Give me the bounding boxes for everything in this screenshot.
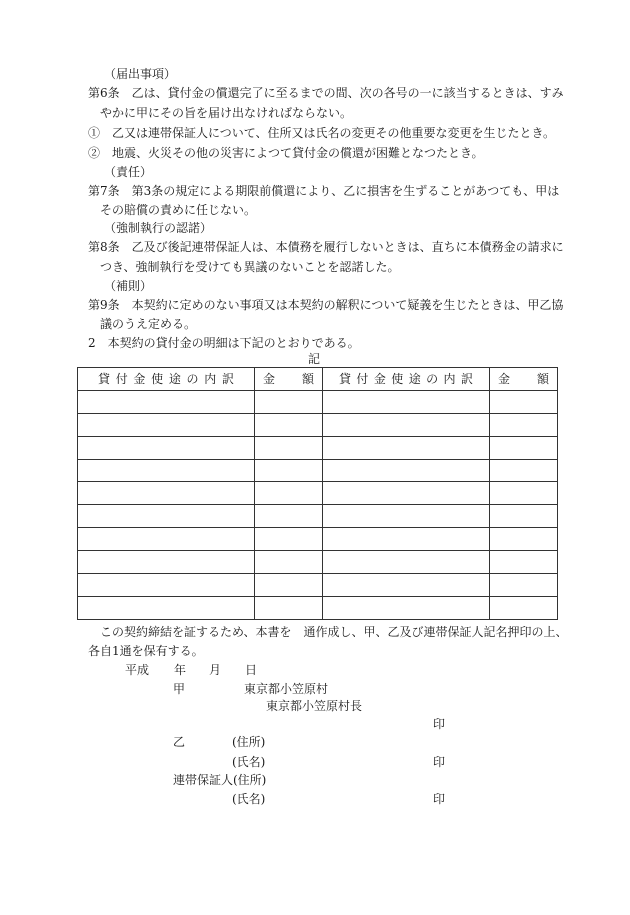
article9-heading: （補則） xyxy=(104,279,153,293)
date-month: 月 xyxy=(209,663,222,677)
usage-cell xyxy=(323,482,490,505)
table-row xyxy=(78,482,558,505)
table-row xyxy=(78,413,558,436)
usage-cell xyxy=(323,413,490,436)
usage-cell xyxy=(78,413,255,436)
amount-cell xyxy=(490,551,558,574)
article6-heading: （届出事項） xyxy=(104,67,177,81)
amount-cell xyxy=(490,413,558,436)
otsu-address-label: (住所) xyxy=(232,735,266,749)
amount-cell xyxy=(490,482,558,505)
amount-cell xyxy=(490,505,558,528)
usage-cell xyxy=(78,551,255,574)
usage-cell xyxy=(78,390,255,413)
table-row xyxy=(78,436,558,459)
amount-cell xyxy=(255,459,323,482)
party-kou-title: 東京都小笠原村長 xyxy=(266,699,363,713)
amount-cell xyxy=(255,436,323,459)
article6-line1: 第6条 乙は、貸付金の償還完了に至るまでの間、次の各号の一に該当するときは、すみ xyxy=(88,86,564,100)
article8-heading: （強制執行の認諾） xyxy=(104,221,213,235)
article6-item2: ② 地震、火災その他の災害によつて貸付金の償還が困難となつたとき。 xyxy=(88,146,484,160)
amount-cell xyxy=(490,390,558,413)
usage-cell xyxy=(323,436,490,459)
guarantor-seal-mark: 印 xyxy=(433,792,446,806)
table-row xyxy=(78,528,558,551)
usage-cell xyxy=(323,596,490,619)
guarantor-address-label: 連帯保証人(住所) xyxy=(173,773,267,787)
article7-heading: （責任） xyxy=(104,165,153,179)
article9-line2: 議のうえ定める。 xyxy=(100,317,197,331)
amount-cell xyxy=(255,482,323,505)
usage-cell xyxy=(78,528,255,551)
amount-cell xyxy=(490,459,558,482)
record-mark: 記 xyxy=(308,352,321,366)
header-amount-2: 金額 xyxy=(490,368,558,391)
table-body xyxy=(78,390,558,619)
usage-cell xyxy=(323,390,490,413)
header-amount-1: 金額 xyxy=(255,368,323,391)
table-row xyxy=(78,459,558,482)
amount-cell xyxy=(255,574,323,597)
date-day: 日 xyxy=(245,663,258,677)
article7-line2: その賠償の責めに任じない。 xyxy=(100,203,257,217)
usage-cell xyxy=(78,574,255,597)
kou-seal-mark: 印 xyxy=(433,717,446,731)
usage-cell xyxy=(323,574,490,597)
table-header-row xyxy=(78,368,558,391)
closing-line2: 各自1通を保有する。 xyxy=(88,644,204,658)
article8-line2: つき、強制執行を受けても異議のないことを認諾した。 xyxy=(100,260,400,274)
amount-cell xyxy=(490,436,558,459)
article9-para2: 2 本契約の貸付金の明細は下記のとおりである。 xyxy=(88,336,360,350)
party-otsu-label: 乙 xyxy=(173,735,186,749)
amount-cell xyxy=(255,528,323,551)
amount-cell xyxy=(490,574,558,597)
loan-detail-table xyxy=(77,367,558,620)
usage-cell xyxy=(78,482,255,505)
table-row xyxy=(78,596,558,619)
guarantor-name-label: (氏名) xyxy=(232,792,266,806)
closing-line1: この契約締結を証するため、本書を 通作成し、甲、乙及び連帯保証人記名押印の上、 xyxy=(100,625,568,639)
date-era: 平成 xyxy=(125,663,150,677)
usage-cell xyxy=(323,551,490,574)
table-row xyxy=(78,390,558,413)
amount-cell xyxy=(490,596,558,619)
article8-line1: 第8条 乙及び後記連帯保証人は、本債務を履行しないときは、直ちに本債務金の請求に xyxy=(88,240,564,254)
article7-line1: 第7条 第3条の規定による期限前償還により、乙に損害を生ずることがあつても、甲は xyxy=(88,184,560,198)
amount-cell xyxy=(255,413,323,436)
table-row xyxy=(78,574,558,597)
otsu-name-label: (氏名) xyxy=(232,755,266,769)
usage-cell xyxy=(78,596,255,619)
usage-cell xyxy=(323,459,490,482)
amount-cell xyxy=(255,551,323,574)
header-usage-breakdown-1: 貸付金使途の内訳 xyxy=(78,368,255,391)
usage-cell xyxy=(78,505,255,528)
amount-cell xyxy=(255,596,323,619)
date-year: 年 xyxy=(174,663,187,677)
usage-cell xyxy=(323,505,490,528)
usage-cell xyxy=(323,528,490,551)
header-usage-breakdown-2: 貸付金使途の内訳 xyxy=(323,368,490,391)
article6-item1: ① 乙又は連帯保証人について、住所又は氏名の変更その他重要な変更を生じたとき。 xyxy=(88,126,556,140)
article9-line1: 第9条 本契約に定めのない事項又は本契約の解釈について疑義を生じたときは、甲乙協 xyxy=(88,298,564,312)
otsu-seal-mark: 印 xyxy=(433,755,446,769)
table-row xyxy=(78,551,558,574)
amount-cell xyxy=(490,528,558,551)
amount-cell xyxy=(255,390,323,413)
amount-cell xyxy=(255,505,323,528)
usage-cell xyxy=(78,459,255,482)
article6-line2: やかに甲にその旨を届け出なければならない。 xyxy=(100,106,353,120)
party-kou-label: 甲 xyxy=(173,682,186,696)
usage-cell xyxy=(78,436,255,459)
table-row xyxy=(78,505,558,528)
party-kou-org: 東京都小笠原村 xyxy=(244,682,329,696)
